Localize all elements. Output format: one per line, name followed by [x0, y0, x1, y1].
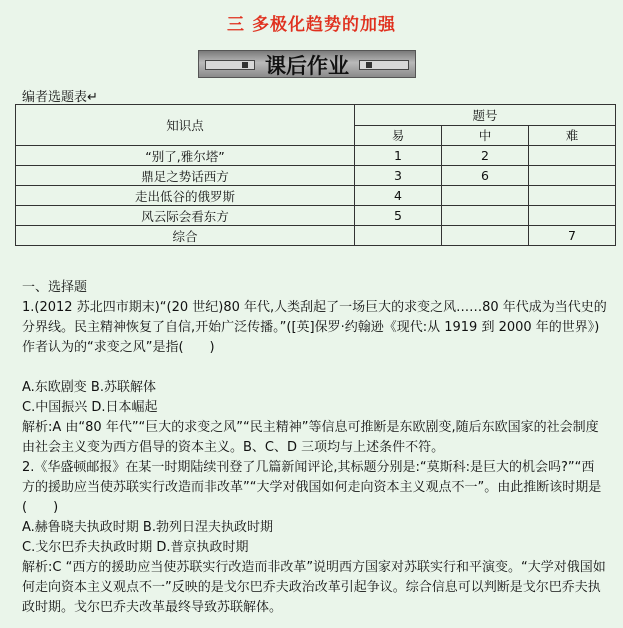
easy-cell: 5	[355, 206, 442, 226]
header-number: 题号	[355, 105, 616, 126]
mid-cell	[442, 226, 529, 246]
lesson-title: 三 多极化趋势的加强	[227, 15, 396, 35]
question-1-analysis: 解析:A 由“80 年代”“巨大的求变之风”“民主精神”等信息可推断是东欧剧变,随后东欧国家的社会制度由社会主义变为西方倡导的资本主义。B、C、D 三项均与上述条件不符。	[22, 420, 599, 455]
hard-cell	[529, 206, 616, 226]
level-easy: 易	[355, 125, 442, 146]
topic-cell: 风云际会看东方	[16, 206, 355, 226]
homework-banner	[198, 50, 416, 78]
hard-cell	[529, 166, 616, 186]
topic-cell: “别了,雅尔塔”	[16, 146, 355, 166]
table-caption: 编者选题表↵	[22, 90, 98, 105]
hard-cell	[529, 146, 616, 166]
question-2-analysis: 解析:C “西方的援助应当使苏联实行改造而非改革”说明西方国家对苏联实行和平演变。“大学对俄国如何走向资本主义观点不一”反映的是戈尔巴乔夫政治改革引起争议。综合信息可以判断是戈尔巴乔夫执政时期。戈尔巴乔夫改革最终导致苏联解体。	[22, 560, 606, 615]
easy-cell: 1	[355, 146, 442, 166]
level-hard: 难	[529, 125, 616, 146]
table-row	[16, 146, 616, 166]
topic-cell: 鼎足之势话西方	[16, 166, 355, 186]
topic-cell: 走出低谷的俄罗斯	[16, 186, 355, 206]
hard-cell	[529, 186, 616, 206]
easy-cell: 3	[355, 166, 442, 186]
question-1-stem: 1.(2012 苏北四市期末)“(20 世纪)80 年代,人类刮起了一场巨大的求变之风……80 年代成为当代史的分界线。民主精神恢复了自信,开始广泛传播。”([英]保罗·约翰逊《现代:从 1919 到 2000 年的世界》)作者认为的“求变之风”是指( )	[22, 300, 607, 355]
table-row	[16, 186, 616, 206]
question-2-options-ab: A.赫鲁晓夫执政时期 B.勃列日涅夫执政时期	[22, 520, 273, 535]
question-1-options-ab: A.东欧剧变 B.苏联解体	[22, 380, 156, 395]
question-2-options-cd: C.戈尔巴乔夫执政时期 D.普京执政时期	[22, 540, 249, 555]
table-row	[16, 166, 616, 186]
mid-cell: 6	[442, 166, 529, 186]
topic-cell: 综合	[16, 226, 355, 246]
hard-cell: 7	[529, 226, 616, 246]
question-1-options-cd: C.中国振兴 D.日本崛起	[22, 400, 158, 415]
banner-text: 课后作业	[265, 54, 349, 78]
header-knowledge: 知识点	[16, 105, 355, 146]
section-heading: 一、选择题	[22, 280, 88, 295]
topic-selection-table	[15, 104, 616, 246]
table-row	[16, 226, 616, 246]
mid-cell: 2	[442, 146, 529, 166]
mid-cell	[442, 186, 529, 206]
question-content	[22, 278, 607, 618]
easy-cell: 4	[355, 186, 442, 206]
table-row	[16, 206, 616, 226]
easy-cell	[355, 226, 442, 246]
mid-cell	[442, 206, 529, 226]
level-medium: 中	[442, 125, 529, 146]
table-header-row	[16, 105, 616, 126]
question-2-stem: 2.《华盛顿邮报》在某一时期陆续刊登了几篇新闻评论,其标题分别是:“莫斯科:是巨大的机会吗?”“西方的援助应当使苏联实行改造而非改革”“大学对俄国如何走向资本主义观点不一”。由此推断该时期是( )	[22, 460, 602, 515]
